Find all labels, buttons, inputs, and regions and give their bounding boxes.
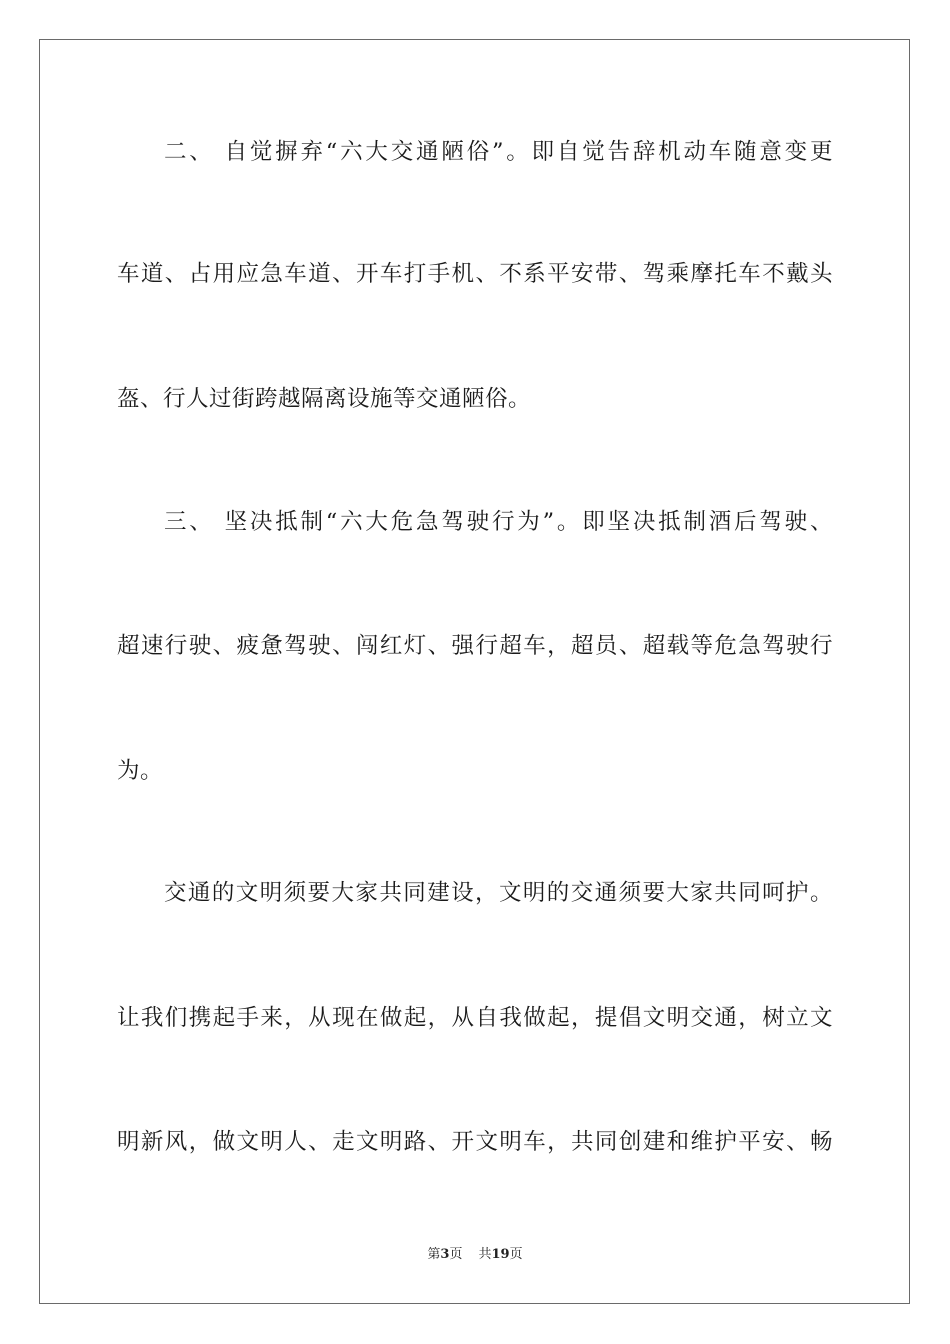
total-pages: 19 (491, 1247, 510, 1262)
total-suffix: 页 (509, 1247, 523, 1262)
paragraph-2-line-3: 盔、行人过街跨越隔离设施等交通陋俗。 (117, 386, 532, 412)
paragraph-2-line-1: 二、 自觉摒弃“六大交通陋俗”。即自觉告辞机动车随意变更 (164, 139, 833, 165)
paragraph-4-line-3: 明新风，做文明人、走文明路、开文明车，共同创建和维护平安、畅 (117, 1129, 833, 1155)
paragraph-4-line-1: 交通的文明须要大家共同建设，文明的交通须要大家共同呵护。 (164, 880, 833, 906)
paragraph-3-line-1: 三、 坚决抵制“六大危急驾驶行为”。即坚决抵制酒后驾驶、 (164, 509, 833, 535)
paragraph-3-line-2: 超速行驶、疲惫驾驶、闯红灯、强行超车，超员、超载等危急驾驶行 (117, 633, 833, 659)
page-suffix: 页 (449, 1247, 463, 1262)
page-prefix: 第 (427, 1247, 441, 1262)
paragraph-2-line-2: 车道、占用应急车道、开车打手机、不系平安带、驾乘摩托车不戴头 (117, 261, 833, 287)
page-footer (0, 1246, 950, 1264)
page-border (39, 39, 910, 1304)
paragraph-4-line-2: 让我们携起手来，从现在做起，从自我做起，提倡文明交通，树立文 (117, 1005, 833, 1031)
page-number: 3 (440, 1247, 450, 1262)
paragraph-3-line-3: 为。 (117, 758, 164, 784)
total-prefix: 共 (478, 1247, 492, 1262)
